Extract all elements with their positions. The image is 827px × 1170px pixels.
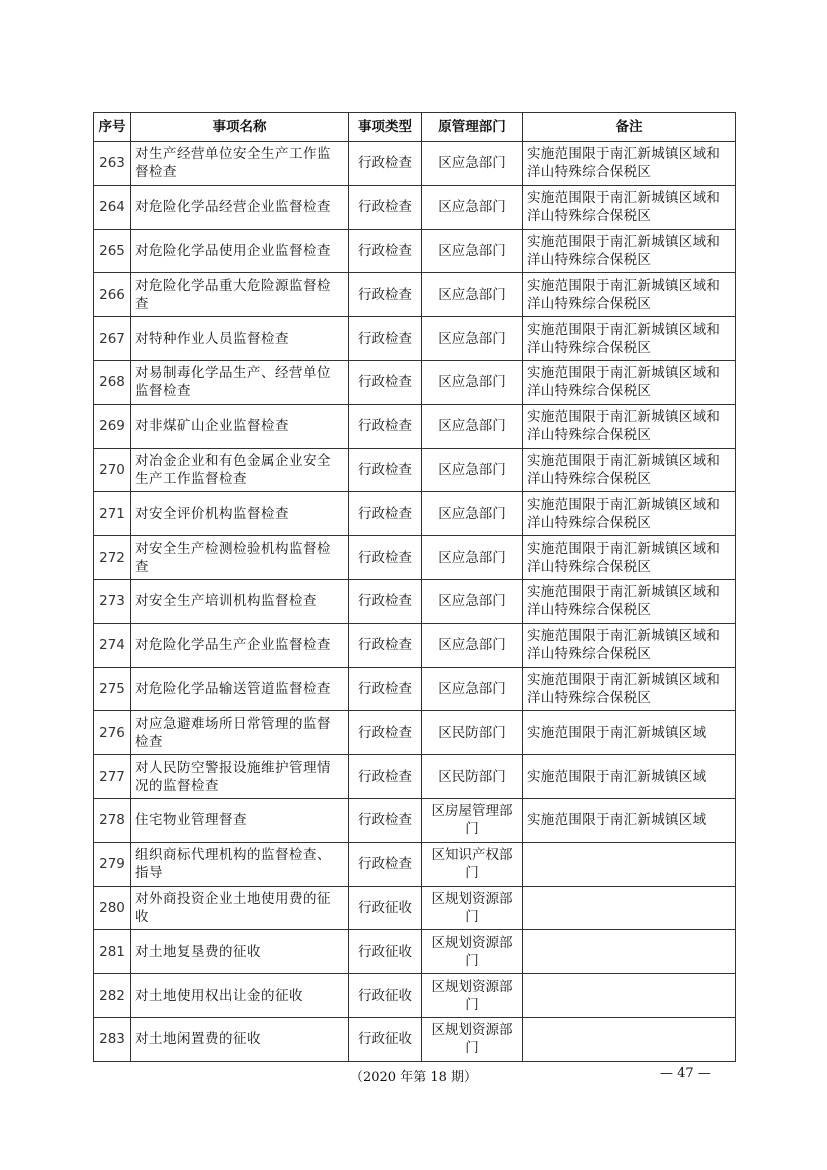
cell-seq: 271 [94, 492, 131, 536]
cell-item-name: 住宅物业管理督查 [131, 798, 349, 842]
table-row [94, 711, 736, 755]
cell-item-type: 行政检查 [349, 755, 422, 799]
table-row [94, 273, 736, 317]
cell-remarks [523, 842, 736, 886]
cell-original-dept: 区应急部门 [422, 404, 523, 448]
cell-seq: 265 [94, 229, 131, 273]
cell-original-dept: 区应急部门 [422, 185, 523, 229]
cell-original-dept: 区应急部门 [422, 273, 523, 317]
cell-item-name: 对安全评价机构监督检查 [131, 492, 349, 536]
cell-remarks: 实施范围限于南汇新城镇区域和洋山特殊综合保税区 [523, 667, 736, 711]
table-row [94, 229, 736, 273]
cell-seq: 283 [94, 1017, 131, 1061]
cell-seq: 280 [94, 886, 131, 930]
cell-item-type: 行政检查 [349, 142, 422, 186]
cell-item-type: 行政征收 [349, 1017, 422, 1061]
cell-seq: 270 [94, 448, 131, 492]
table-header-row [94, 113, 736, 142]
cell-remarks: 实施范围限于南汇新城镇区域和洋山特殊综合保税区 [523, 229, 736, 273]
cell-remarks: 实施范围限于南汇新城镇区域和洋山特殊综合保税区 [523, 536, 736, 580]
cell-item-type: 行政检查 [349, 404, 422, 448]
cell-item-type: 行政检查 [349, 185, 422, 229]
cell-seq: 276 [94, 711, 131, 755]
cell-seq: 273 [94, 579, 131, 623]
cell-original-dept: 区民防部门 [422, 755, 523, 799]
cell-item-type: 行政检查 [349, 623, 422, 667]
cell-item-name: 对应急避难场所日常管理的监督检查 [131, 711, 349, 755]
table-row [94, 798, 736, 842]
cell-original-dept: 区应急部门 [422, 623, 523, 667]
cell-item-type: 行政检查 [349, 492, 422, 536]
cell-remarks [523, 930, 736, 974]
header-item-name: 事项名称 [131, 113, 349, 142]
cell-item-name: 对危险化学品经营企业监督检查 [131, 185, 349, 229]
table-row [94, 623, 736, 667]
cell-item-name: 对危险化学品使用企业监督检查 [131, 229, 349, 273]
table-row [94, 317, 736, 361]
cell-seq: 267 [94, 317, 131, 361]
cell-seq: 266 [94, 273, 131, 317]
cell-original-dept: 区应急部门 [422, 448, 523, 492]
cell-item-type: 行政检查 [349, 360, 422, 404]
table-row [94, 886, 736, 930]
cell-item-type: 行政检查 [349, 667, 422, 711]
cell-original-dept: 区规划资源部门 [422, 1017, 523, 1061]
cell-item-type: 行政检查 [349, 448, 422, 492]
header-remarks: 备注 [523, 113, 736, 142]
table-row [94, 492, 736, 536]
cell-seq: 274 [94, 623, 131, 667]
cell-original-dept: 区民防部门 [422, 711, 523, 755]
cell-remarks [523, 1017, 736, 1061]
cell-remarks: 实施范围限于南汇新城镇区域和洋山特殊综合保税区 [523, 185, 736, 229]
cell-original-dept: 区知识产权部门 [422, 842, 523, 886]
cell-remarks: 实施范围限于南汇新城镇区域 [523, 755, 736, 799]
cell-seq: 268 [94, 360, 131, 404]
cell-remarks [523, 886, 736, 930]
cell-original-dept: 区规划资源部门 [422, 974, 523, 1018]
cell-item-type: 行政检查 [349, 842, 422, 886]
table-row [94, 579, 736, 623]
cell-original-dept: 区应急部门 [422, 229, 523, 273]
cell-seq: 279 [94, 842, 131, 886]
table-row [94, 842, 736, 886]
cell-remarks: 实施范围限于南汇新城镇区域 [523, 798, 736, 842]
cell-item-type: 行政征收 [349, 886, 422, 930]
table-row [94, 142, 736, 186]
table-row [94, 974, 736, 1018]
page-number: — 47 — [660, 1066, 711, 1081]
cell-item-type: 行政征收 [349, 930, 422, 974]
cell-item-name: 对土地复垦费的征收 [131, 930, 349, 974]
cell-seq: 269 [94, 404, 131, 448]
table-row [94, 1017, 736, 1061]
cell-item-name: 对危险化学品输送管道监督检查 [131, 667, 349, 711]
cell-item-name: 对安全生产检测检验机构监督检查 [131, 536, 349, 580]
cell-original-dept: 区房屋管理部门 [422, 798, 523, 842]
cell-original-dept: 区应急部门 [422, 579, 523, 623]
cell-seq: 275 [94, 667, 131, 711]
cell-original-dept: 区应急部门 [422, 536, 523, 580]
cell-seq: 264 [94, 185, 131, 229]
cell-item-name: 对冶金企业和有色金属企业安全生产工作监督检查 [131, 448, 349, 492]
cell-item-name: 对危险化学品生产企业监督检查 [131, 623, 349, 667]
cell-item-name: 组织商标代理机构的监督检查、指导 [131, 842, 349, 886]
header-original-dept: 原管理部门 [422, 113, 523, 142]
header-item-type: 事项类型 [349, 113, 422, 142]
cell-item-name: 对易制毒化学品生产、经营单位监督检查 [131, 360, 349, 404]
cell-remarks: 实施范围限于南汇新城镇区域和洋山特殊综合保税区 [523, 317, 736, 361]
cell-item-name: 对土地闲置费的征收 [131, 1017, 349, 1061]
cell-original-dept: 区应急部门 [422, 360, 523, 404]
cell-item-type: 行政征收 [349, 974, 422, 1018]
cell-original-dept: 区应急部门 [422, 142, 523, 186]
cell-item-name: 对特种作业人员监督检查 [131, 317, 349, 361]
cell-item-type: 行政检查 [349, 229, 422, 273]
cell-original-dept: 区规划资源部门 [422, 886, 523, 930]
items-table [93, 112, 736, 1062]
cell-remarks: 实施范围限于南汇新城镇区域和洋山特殊综合保税区 [523, 404, 736, 448]
cell-seq: 281 [94, 930, 131, 974]
table-row [94, 360, 736, 404]
cell-remarks: 实施范围限于南汇新城镇区域和洋山特殊综合保税区 [523, 273, 736, 317]
cell-item-type: 行政检查 [349, 798, 422, 842]
cell-seq: 278 [94, 798, 131, 842]
table-row [94, 448, 736, 492]
cell-seq: 277 [94, 755, 131, 799]
cell-item-type: 行政检查 [349, 317, 422, 361]
cell-item-name: 对外商投资企业土地使用费的征收 [131, 886, 349, 930]
cell-item-name: 对人民防空警报设施维护管理情况的监督检查 [131, 755, 349, 799]
table-row [94, 930, 736, 974]
table-row [94, 185, 736, 229]
cell-remarks: 实施范围限于南汇新城镇区域 [523, 711, 736, 755]
table-row [94, 536, 736, 580]
cell-item-name: 对生产经营单位安全生产工作监督检查 [131, 142, 349, 186]
cell-item-name: 对非煤矿山企业监督检查 [131, 404, 349, 448]
cell-item-name: 对危险化学品重大危险源监督检查 [131, 273, 349, 317]
cell-item-type: 行政检查 [349, 711, 422, 755]
cell-remarks: 实施范围限于南汇新城镇区域和洋山特殊综合保税区 [523, 492, 736, 536]
cell-item-type: 行政检查 [349, 536, 422, 580]
cell-seq: 282 [94, 974, 131, 1018]
table-row [94, 404, 736, 448]
cell-remarks: 实施范围限于南汇新城镇区域和洋山特殊综合保税区 [523, 579, 736, 623]
cell-item-type: 行政检查 [349, 273, 422, 317]
cell-original-dept: 区规划资源部门 [422, 930, 523, 974]
cell-remarks: 实施范围限于南汇新城镇区域和洋山特殊综合保税区 [523, 448, 736, 492]
cell-original-dept: 区应急部门 [422, 667, 523, 711]
cell-remarks [523, 974, 736, 1018]
cell-seq: 263 [94, 142, 131, 186]
table-body [94, 142, 736, 1062]
footer-issue: （2020 年第 18 期） [349, 1070, 478, 1085]
cell-item-name: 对安全生产培训机构监督检查 [131, 579, 349, 623]
cell-item-type: 行政检查 [349, 579, 422, 623]
table-row [94, 755, 736, 799]
cell-remarks: 实施范围限于南汇新城镇区域和洋山特殊综合保税区 [523, 623, 736, 667]
cell-original-dept: 区应急部门 [422, 317, 523, 361]
cell-remarks: 实施范围限于南汇新城镇区域和洋山特殊综合保税区 [523, 142, 736, 186]
table-row [94, 667, 736, 711]
cell-remarks: 实施范围限于南汇新城镇区域和洋山特殊综合保税区 [523, 360, 736, 404]
cell-original-dept: 区应急部门 [422, 492, 523, 536]
cell-item-name: 对土地使用权出让金的征收 [131, 974, 349, 1018]
header-seq: 序号 [94, 113, 131, 142]
cell-seq: 272 [94, 536, 131, 580]
